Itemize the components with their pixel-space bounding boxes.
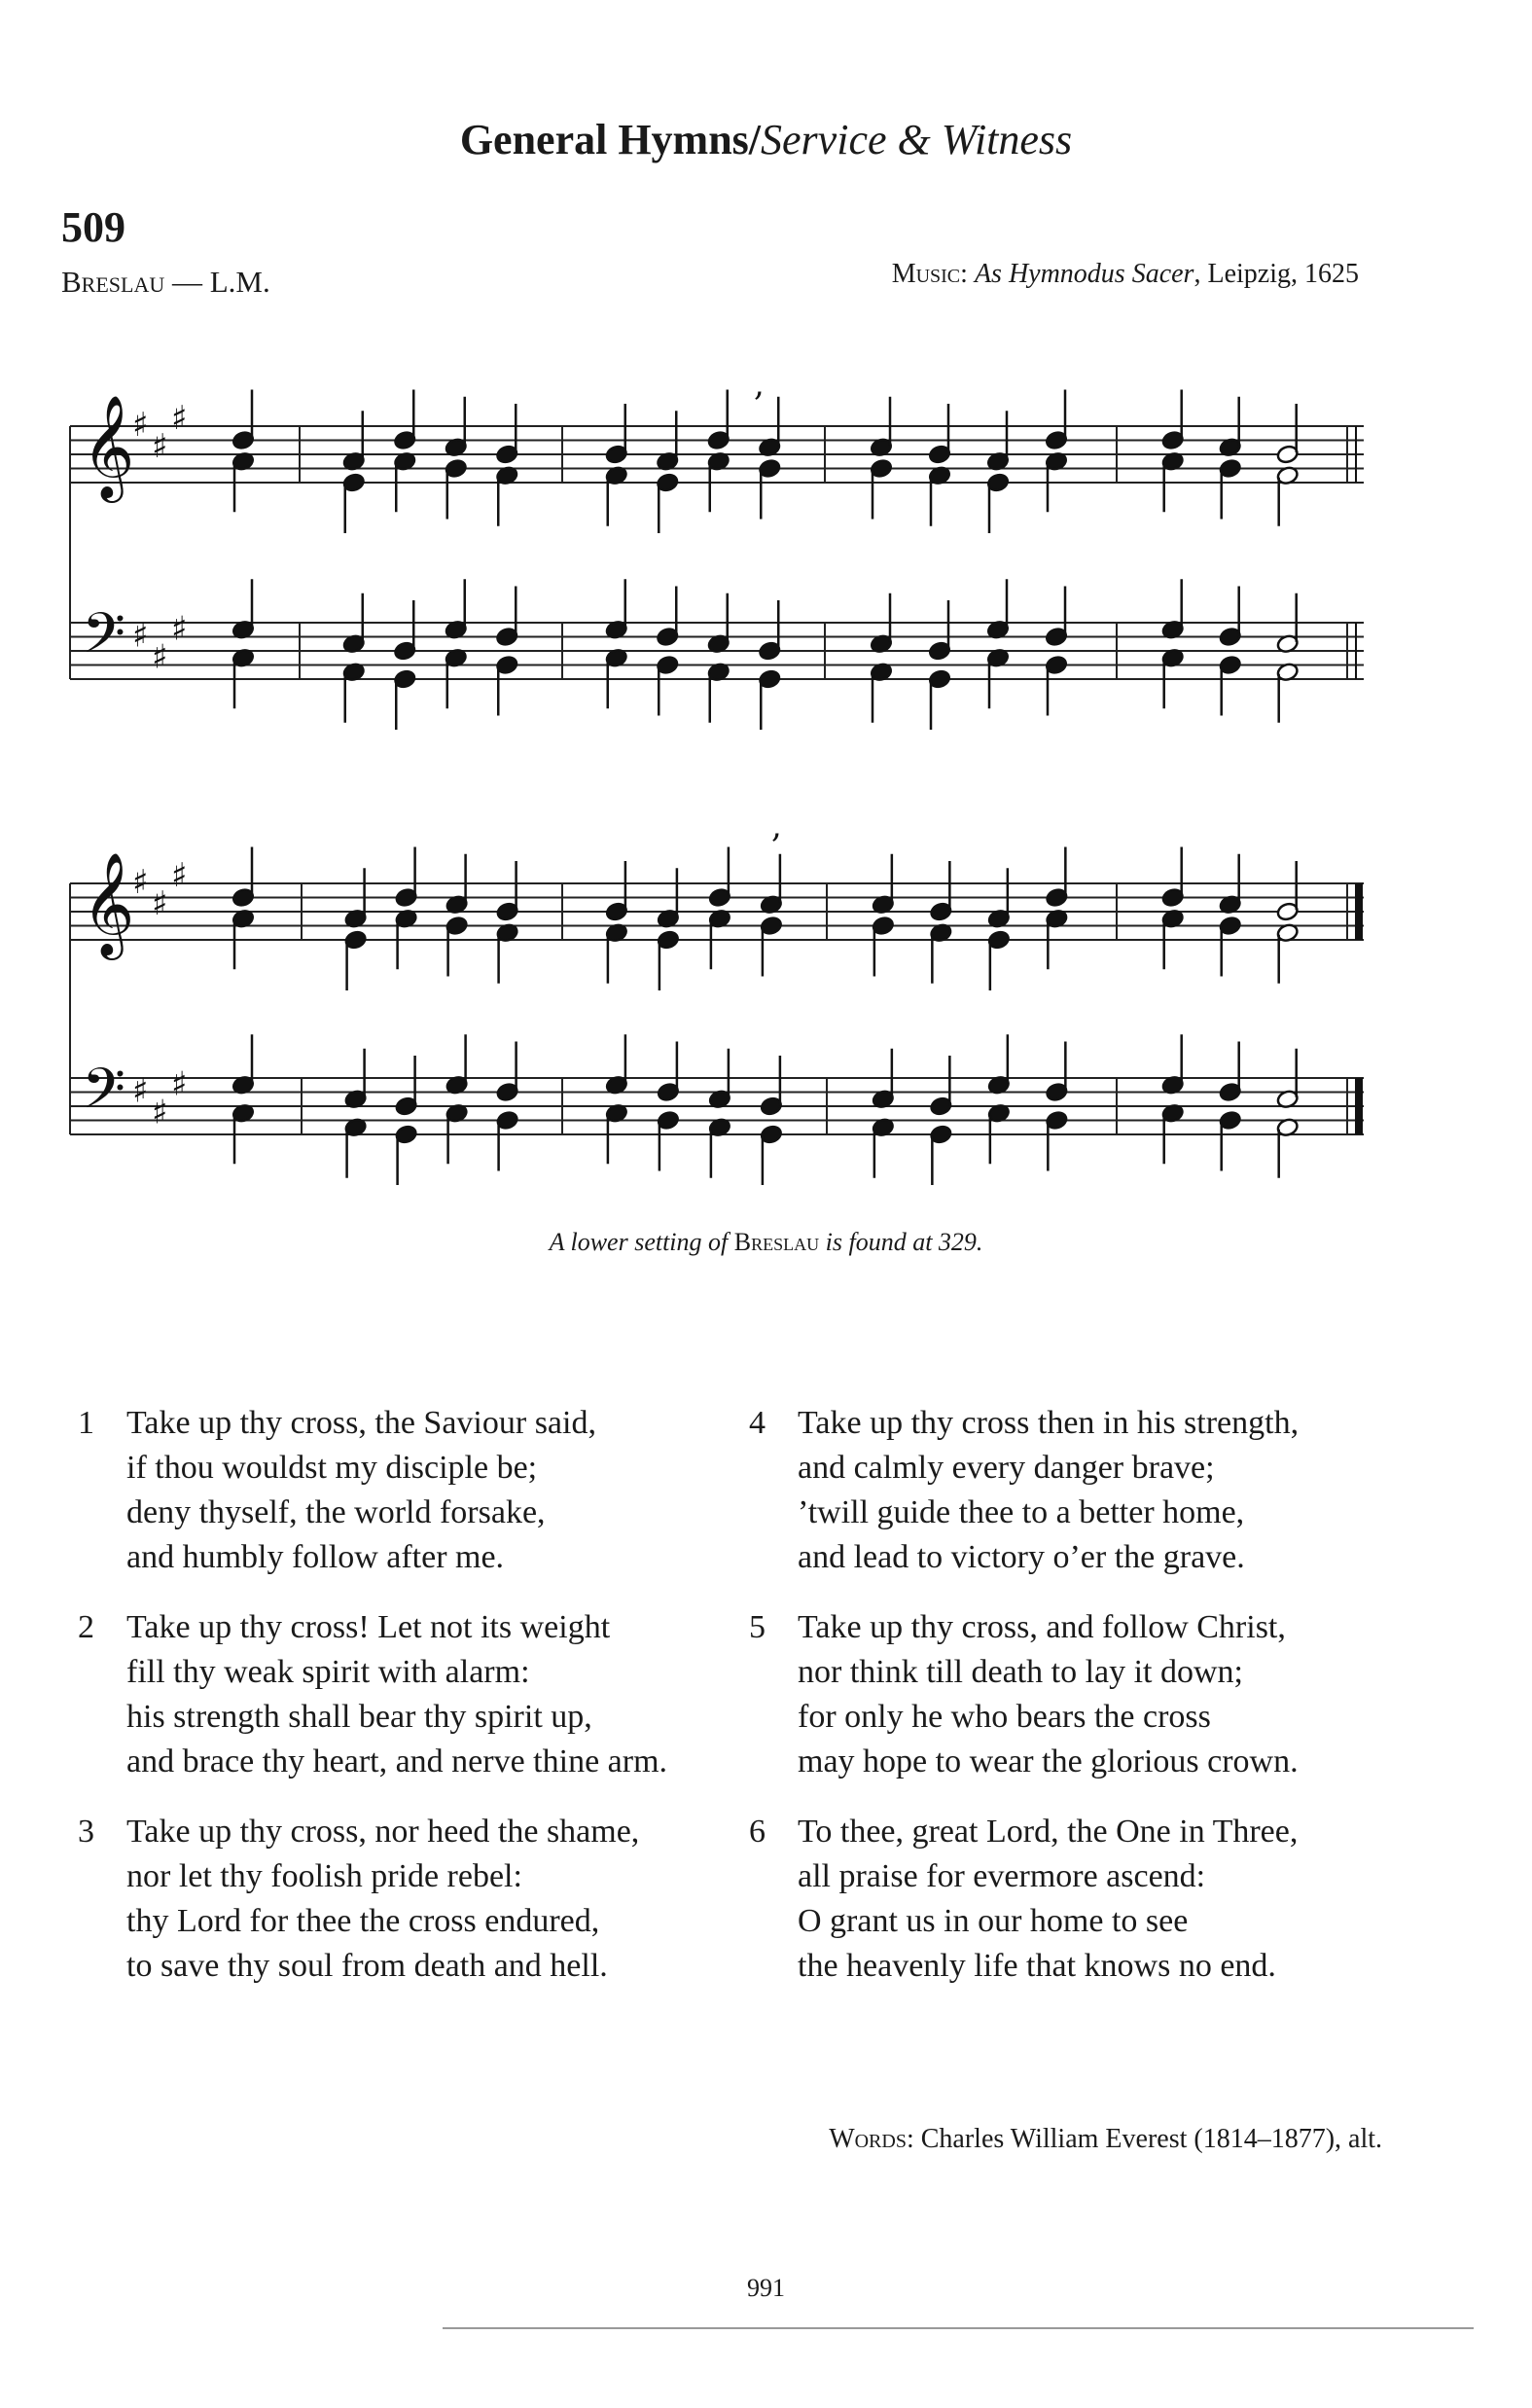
stanza-line: O grant us in our home to see [798, 1903, 1189, 1939]
stanza-line: and brace thy heart, and nerve thine arm. [126, 1743, 668, 1779]
stanza-line: to save thy soul from death and hell. [126, 1948, 608, 1984]
sharp-icon: ♯ [132, 1071, 149, 1111]
stanza-line: Take up thy cross, the Saviour said, [126, 1405, 596, 1441]
tune-name: Breslau [61, 265, 165, 299]
stanza-line: all praise for evermore ascend: [798, 1858, 1206, 1894]
stanza-number: 3 [78, 1814, 94, 1850]
stanza-3 [78, 1810, 798, 1989]
stanza-line: his strength shall bear thy spirit up, [126, 1699, 592, 1735]
section-title-sub: Service & Witness [761, 116, 1073, 163]
stanza-number: 4 [749, 1405, 766, 1441]
final-barline [1355, 1078, 1363, 1134]
stanza-5 [749, 1605, 1469, 1784]
sharp-icon: ♯ [171, 855, 188, 895]
music-place-date: , Leipzig, 1625 [1194, 259, 1359, 289]
sharp-icon: ♯ [152, 1093, 168, 1132]
stanza-2 [78, 1605, 798, 1784]
stanza-line: fill thy weak spirit with alarm: [126, 1654, 530, 1690]
stanza-line: may hope to wear the glorious crown. [798, 1743, 1299, 1779]
stanza-line: ’twill guide thee to a better home, [798, 1494, 1245, 1530]
words-author: Charles William Everest (1814–1877), alt. [920, 2124, 1382, 2154]
stanza-line: the heavenly life that knows no end. [798, 1948, 1276, 1984]
stanza-1 [78, 1401, 798, 1580]
stanza-line: nor let thy foolish pride rebel: [126, 1858, 522, 1894]
sharp-icon: ♯ [132, 406, 149, 445]
sharp-icon: ♯ [152, 426, 168, 466]
stanza-line: Take up thy cross, and follow Christ, [798, 1609, 1286, 1645]
final-barline [1355, 623, 1357, 679]
lower-setting-tune: Breslau [733, 1228, 820, 1256]
breath-mark-icon: , [771, 807, 782, 845]
lower-setting-note [0, 1228, 1532, 1257]
sharp-icon: ♯ [171, 1064, 188, 1104]
hymn-number: 509 [61, 203, 125, 251]
stanza-line: Take up thy cross then in his strength, [798, 1405, 1300, 1441]
stanza-number: 6 [749, 1814, 766, 1850]
sharp-icon: ♯ [171, 609, 188, 649]
stanza-number: 2 [78, 1609, 94, 1645]
words-credit [829, 2124, 1382, 2155]
stanza-4 [749, 1401, 1469, 1580]
meter: — L.M. [164, 265, 270, 299]
section-title-main: General Hymns/ [459, 116, 762, 163]
sharp-icon: ♯ [132, 863, 149, 902]
music-source: As Hymnodus Sacer [974, 259, 1194, 289]
stanza-line: if thou wouldst my disciple be; [126, 1450, 538, 1486]
stanza-line: and humbly follow after me. [126, 1539, 505, 1575]
lower-setting-post: is found at 329. [819, 1228, 983, 1256]
footer-rule [443, 2327, 1474, 2329]
stanza-line: thy Lord for thee the cross endured, [126, 1903, 600, 1939]
stanza-line: Take up thy cross, nor heed the shame, [126, 1814, 640, 1850]
page-number: 991 [747, 2274, 785, 2302]
treble-clef-icon: 𝄞 [82, 851, 135, 955]
sharp-icon: ♯ [152, 637, 168, 677]
stanza-line: To thee, great Lord, the One in Three, [798, 1814, 1299, 1850]
stanza-line: and lead to victory o’er the grave. [798, 1539, 1245, 1575]
music-label: Music: [891, 259, 975, 289]
sharp-icon: ♯ [152, 883, 168, 923]
stanza-number: 5 [749, 1609, 766, 1645]
treble-clef-icon: 𝄞 [82, 394, 135, 498]
stanza-line: for only he who bears the cross [798, 1699, 1211, 1735]
final-barline [1355, 426, 1357, 483]
stanza-line: and calmly every danger brave; [798, 1450, 1215, 1486]
sharp-icon: ♯ [132, 616, 149, 656]
words-label: Words: [829, 2124, 921, 2154]
bass-clef-icon: 𝄢 [82, 600, 126, 680]
breath-mark-icon: , [754, 365, 765, 404]
stanza-line: nor think till death to lay it down; [798, 1654, 1244, 1690]
stanza-line: deny thyself, the world forsake, [126, 1494, 546, 1530]
sharp-icon: ♯ [171, 398, 188, 438]
bass-clef-icon: 𝄢 [82, 1056, 126, 1135]
stanza-line: Take up thy cross! Let not its weight [126, 1609, 611, 1645]
stanza-6 [749, 1810, 1469, 1989]
final-barline [1355, 883, 1363, 940]
stanza-number: 1 [78, 1405, 94, 1441]
lower-setting-pre: A lower setting of [549, 1228, 734, 1256]
